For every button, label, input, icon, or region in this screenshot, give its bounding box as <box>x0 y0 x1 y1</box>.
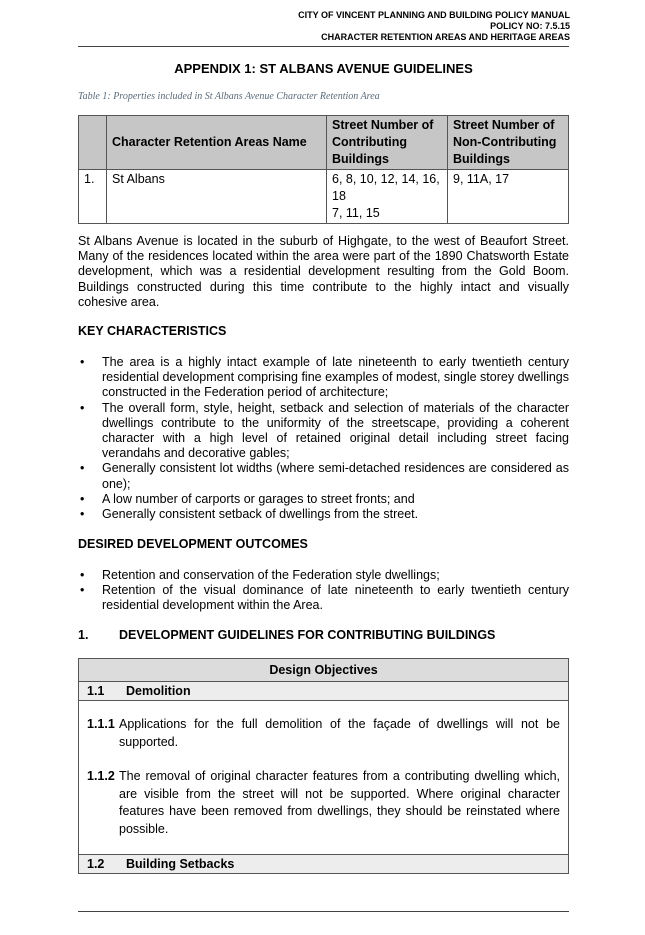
appendix-title: APPENDIX 1: ST ALBANS AVENUE GUIDELINES <box>174 61 473 76</box>
clause-1-1-1 <box>87 716 560 751</box>
clause-text: The removal of original character features from a contributing dwelling which, are visible from the street will not be supported. Where original character features have been removed from dwellings, they should be reinstated where possible. <box>119 769 560 836</box>
footer-divider <box>78 911 569 912</box>
table-cell-non-contributing: 9, 11A, 17 <box>448 170 569 224</box>
section-number: 1. <box>78 628 89 642</box>
setbacks-label: Building Setbacks <box>126 857 235 871</box>
contributing-numbers-line-1: 6, 8, 10, 12, 14, 16, 18 <box>332 172 440 203</box>
table-header-row <box>79 116 569 170</box>
key-characteristics-heading: KEY CHARACTERISTICS <box>78 324 227 338</box>
desired-outcomes-list <box>78 568 569 614</box>
header-policy-number: POLICY NO: 7.5.15 <box>490 21 570 31</box>
setbacks-number: 1.2 <box>87 857 105 871</box>
list-item: • The area is a highly intact example of late nineteenth to early twentieth century residential development comprising fine examples of modest, single storey dwellings constructed in the Federation period of architecture; <box>78 355 569 401</box>
key-characteristics-list <box>78 355 569 522</box>
design-objectives-table <box>78 658 569 874</box>
demolition-row <box>79 682 568 701</box>
table-header-contributing: Street Number of Contributing Buildings <box>327 116 448 170</box>
table-caption: Table 1: Properties included in St Albans Avenue Character Retention Area <box>78 91 380 102</box>
list-item: • Retention and conservation of the Federation style dwellings; <box>78 568 569 583</box>
list-item: • Retention of the visual dominance of late nineteenth to early twentieth century residential development within the Area. <box>78 583 569 613</box>
header-manual-title: CITY OF VINCENT PLANNING AND BUILDING POLICY MANUAL <box>298 10 570 20</box>
demolition-label: Demolition <box>126 684 191 698</box>
section-title: DEVELOPMENT GUIDELINES FOR CONTRIBUTING BUILDINGS <box>119 628 496 642</box>
demolition-number: 1.1 <box>87 684 105 698</box>
list-item: • Generally consistent lot widths (where semi-detached residences are considered as one); <box>78 461 569 491</box>
design-objectives-header: Design Objectives <box>79 659 568 682</box>
clause-number: 1.1.1 <box>87 717 115 731</box>
table-cell-number: 1. <box>79 170 107 224</box>
building-setbacks-row <box>79 854 568 873</box>
table-cell-contributing <box>327 170 448 224</box>
intro-paragraph: St Albans Avenue is located in the suburb of Highgate, to the west of Beaufort Street. Many of the residences located within the area were part of the 1890 Chatsworth Estate development, which was a residential development resulting from the Gold Boom. Buildings constructed during this time contribute to the highly intact and visually cohesive area. <box>78 234 569 309</box>
document-header <box>298 10 570 43</box>
properties-table <box>78 115 569 224</box>
table-header-non-contributing: Street Number of Non-Contributing Buildings <box>448 116 569 170</box>
clause-1-1-2 <box>87 768 560 838</box>
list-item: • Generally consistent setback of dwellings from the street. <box>78 507 569 522</box>
contributing-numbers-line-2: 7, 11, 15 <box>332 206 380 220</box>
header-policy-title: CHARACTER RETENTION AREAS AND HERITAGE AREAS <box>321 32 570 42</box>
table-row <box>79 170 569 224</box>
table-header-area-name: Character Retention Areas Name <box>107 116 327 170</box>
clause-text: Applications for the full demolition of the façade of dwellings will not be supported. <box>119 717 560 749</box>
list-item: • The overall form, style, height, setback and selection of materials of the character dwellings contribute to the uniformity of the streetscape, providing a coherent character with a high level of retained original detail including street facing verandahs and decorative gables; <box>78 401 569 462</box>
table-cell-area-name: St Albans <box>107 170 327 224</box>
header-divider <box>78 46 569 47</box>
clause-number: 1.1.2 <box>87 769 115 783</box>
list-item: • A low number of carports or garages to street fronts; and <box>78 492 569 507</box>
table-header-number <box>79 116 107 170</box>
desired-outcomes-heading: DESIRED DEVELOPMENT OUTCOMES <box>78 537 308 551</box>
